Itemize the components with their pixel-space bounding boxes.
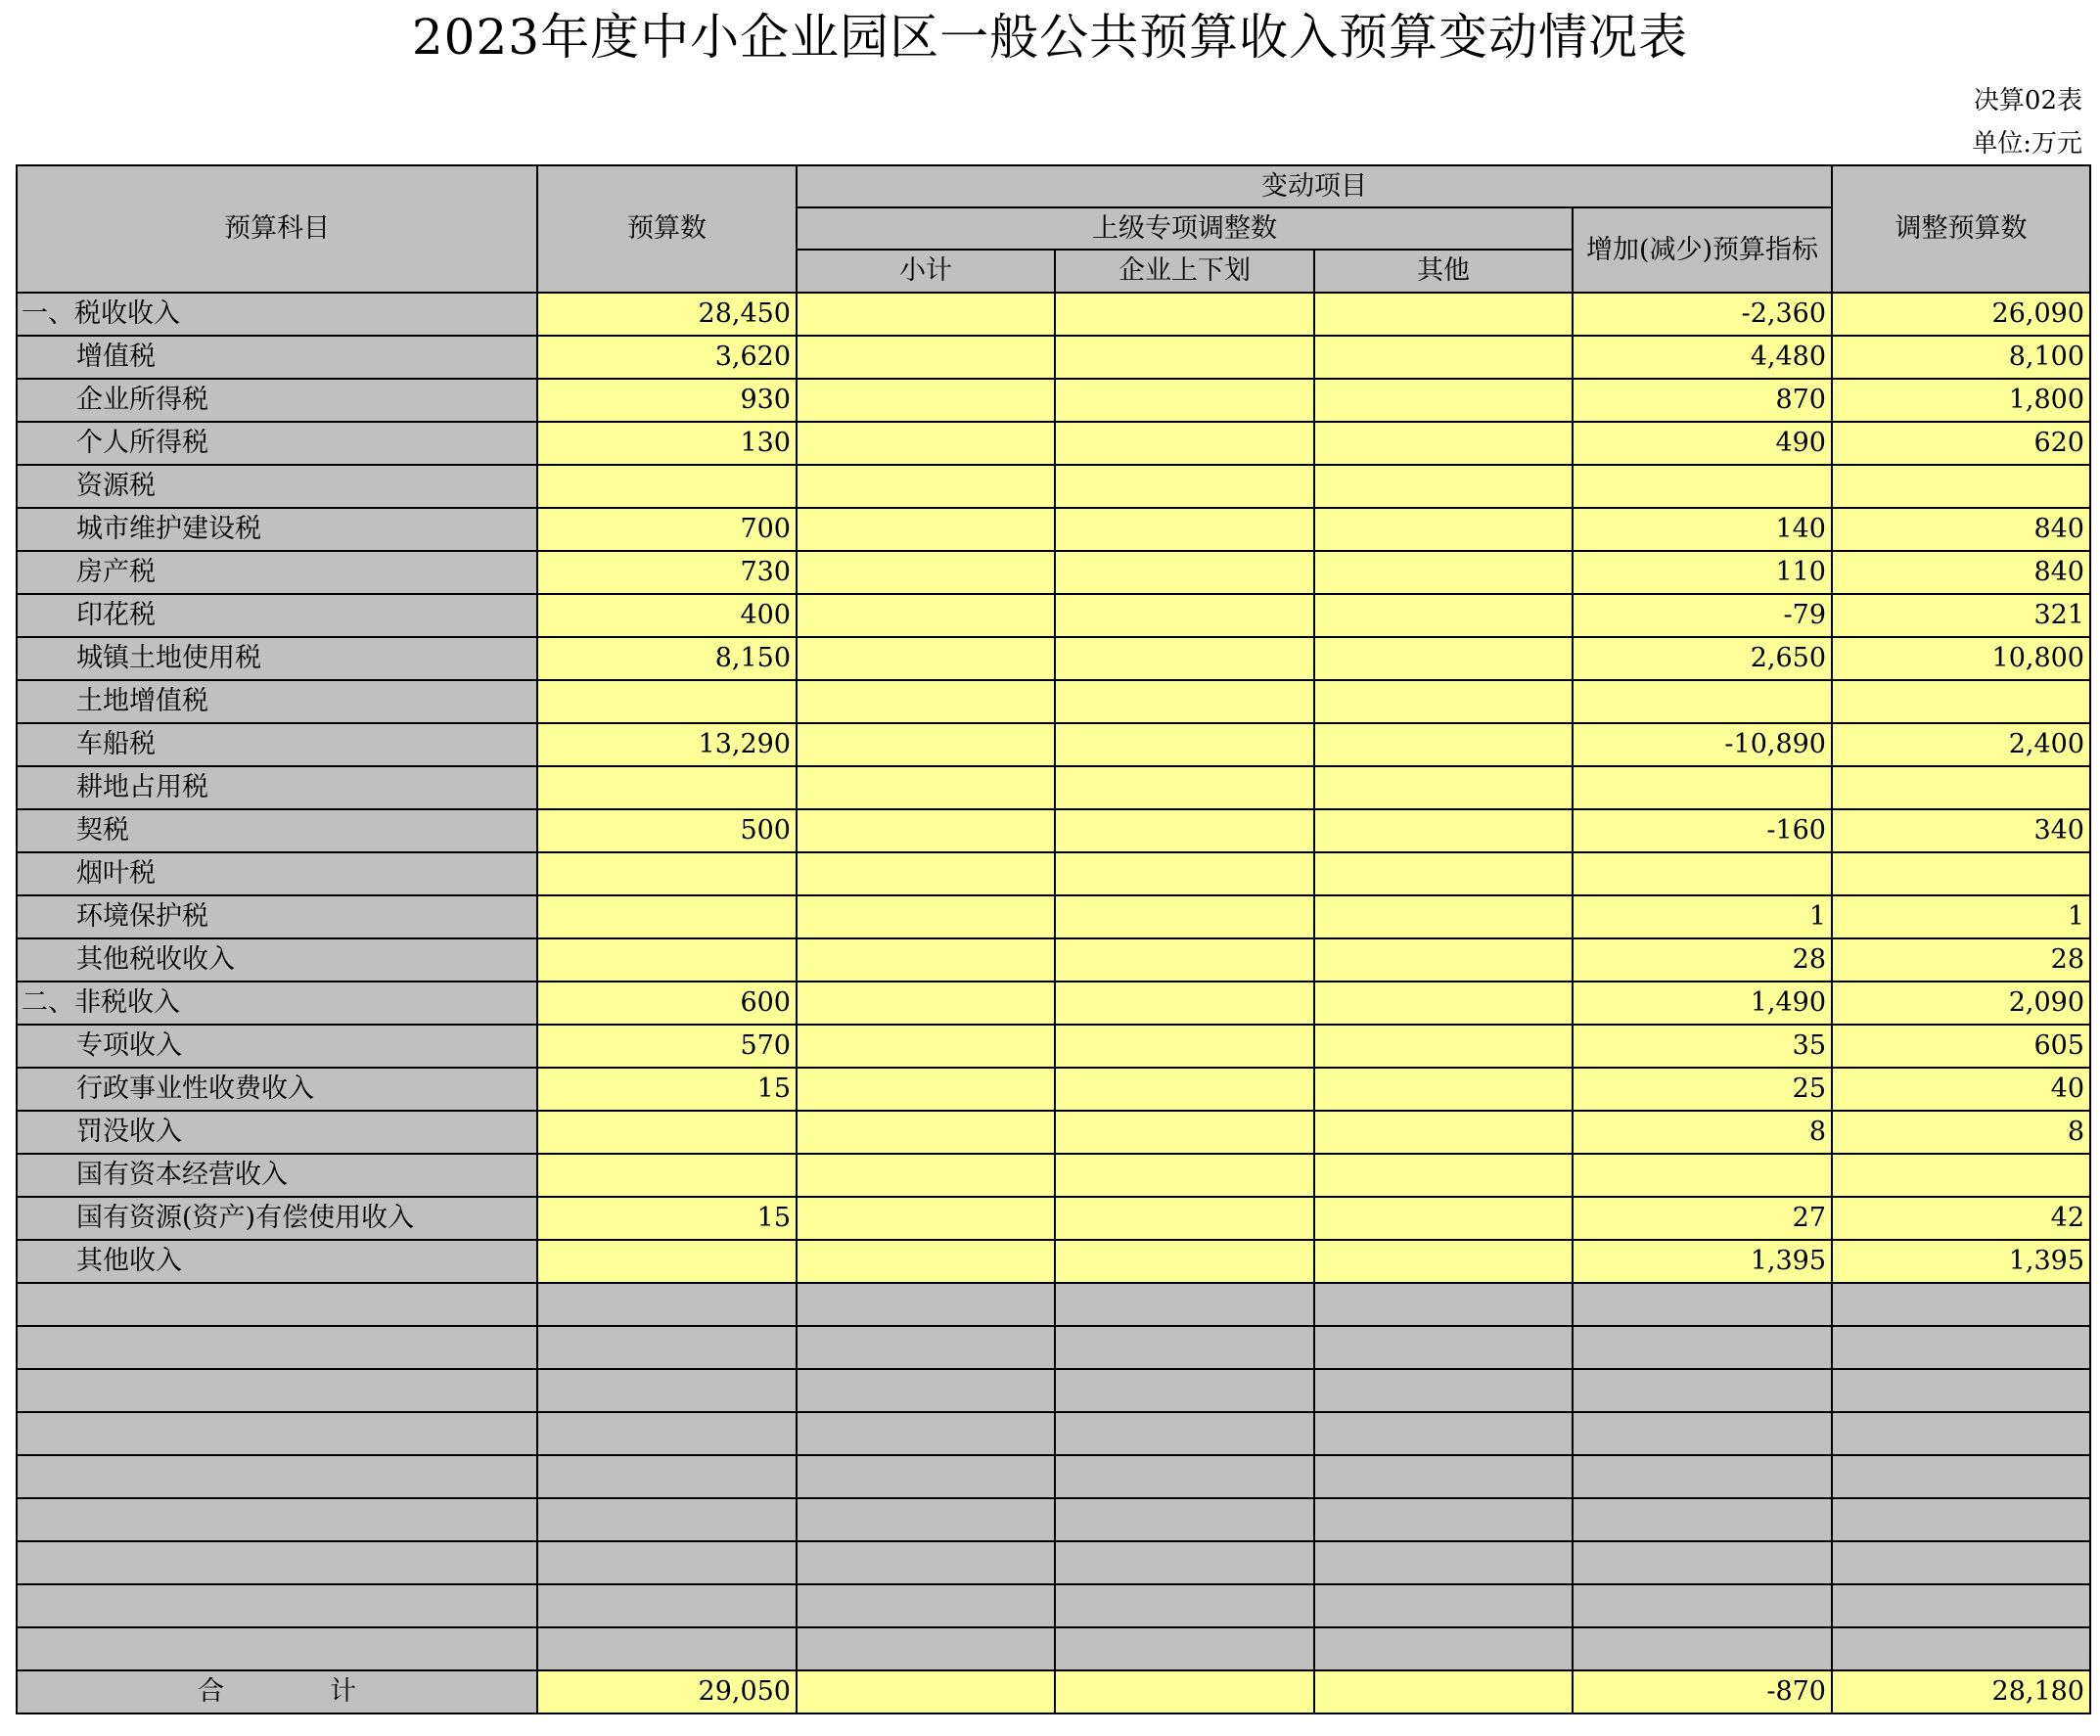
empty-cell [797, 1369, 1055, 1412]
increase-decrease-cell: -10,890 [1573, 723, 1832, 766]
subtotal-cell [797, 1154, 1055, 1197]
subject-cell: 契税 [17, 809, 537, 852]
empty-cell [797, 1584, 1055, 1627]
other-cell [1314, 1025, 1573, 1068]
empty-cell [1573, 1369, 1832, 1412]
subtotal-cell [797, 293, 1055, 336]
other-cell [1314, 895, 1573, 938]
budget-cell: 400 [537, 594, 797, 637]
increase-decrease-cell: 8 [1573, 1111, 1832, 1154]
empty-row [17, 1369, 2090, 1412]
budget-cell [537, 1154, 797, 1197]
subject-cell: 二、非税收入 [17, 982, 537, 1025]
enterprise-transfer-cell [1055, 379, 1314, 422]
empty-row [17, 1326, 2090, 1369]
subject-cell: 一、税收收入 [17, 293, 537, 336]
subject-cell: 城镇土地使用税 [17, 637, 537, 680]
empty-cell [537, 1412, 797, 1455]
subtotal-cell [797, 379, 1055, 422]
other-cell [1314, 293, 1573, 336]
header-subtotal: 小计 [797, 250, 1055, 293]
table-row [17, 465, 2090, 508]
subject-cell: 行政事业性收费收入 [17, 1068, 537, 1111]
empty-cell [797, 1455, 1055, 1498]
empty-cell [1314, 1627, 1573, 1670]
adjusted-budget-cell: 340 [1832, 809, 2090, 852]
budget-cell: 500 [537, 809, 797, 852]
enterprise-transfer-cell [1055, 422, 1314, 465]
subtotal-cell [797, 1111, 1055, 1154]
increase-decrease-cell: 27 [1573, 1197, 1832, 1240]
empty-cell [1832, 1627, 2090, 1670]
other-cell [1314, 508, 1573, 551]
empty-cell [797, 1627, 1055, 1670]
enterprise-transfer-cell [1055, 723, 1314, 766]
budget-cell [537, 1111, 797, 1154]
subtotal-cell [797, 1197, 1055, 1240]
empty-row [17, 1541, 2090, 1584]
empty-cell [1055, 1455, 1314, 1498]
empty-cell [1055, 1627, 1314, 1670]
empty-cell [1832, 1369, 2090, 1412]
enterprise-transfer-cell [1055, 637, 1314, 680]
table-row [17, 1025, 2090, 1068]
empty-cell [537, 1498, 797, 1541]
subtotal-cell [797, 1025, 1055, 1068]
increase-decrease-cell [1573, 1154, 1832, 1197]
increase-decrease-cell: 1,490 [1573, 982, 1832, 1025]
total-row [17, 1670, 2090, 1713]
subject-cell: 企业所得税 [17, 379, 537, 422]
empty-cell [1573, 1541, 1832, 1584]
budget-cell [537, 938, 797, 982]
subject-cell: 城市维护建设税 [17, 508, 537, 551]
header-budget: 预算数 [537, 165, 797, 293]
increase-decrease-cell: 35 [1573, 1025, 1832, 1068]
subject-cell: 房产税 [17, 551, 537, 594]
empty-cell [1055, 1326, 1314, 1369]
empty-cell [797, 1326, 1055, 1369]
adjusted-budget-cell: 40 [1832, 1068, 2090, 1111]
budget-cell [537, 895, 797, 938]
subject-cell: 环境保护税 [17, 895, 537, 938]
table-row [17, 508, 2090, 551]
adjusted-budget-cell: 8 [1832, 1111, 2090, 1154]
increase-decrease-cell [1573, 852, 1832, 895]
table-row [17, 723, 2090, 766]
adjusted-budget-cell: 605 [1832, 1025, 2090, 1068]
empty-cell [1055, 1283, 1314, 1326]
empty-cell [537, 1455, 797, 1498]
total-budget: 29,050 [537, 1670, 797, 1713]
increase-decrease-cell: -79 [1573, 594, 1832, 637]
empty-cell [537, 1283, 797, 1326]
empty-cell [17, 1541, 537, 1584]
increase-decrease-cell [1573, 680, 1832, 723]
subject-cell: 耕地占用税 [17, 766, 537, 809]
table-row [17, 680, 2090, 723]
header-enterprise-transfer: 企业上下划 [1055, 250, 1314, 293]
other-cell [1314, 723, 1573, 766]
empty-cell [1573, 1326, 1832, 1369]
table-row [17, 1240, 2090, 1283]
total-adjusted: 28,180 [1832, 1670, 2090, 1713]
table-row [17, 1197, 2090, 1240]
table-row [17, 895, 2090, 938]
other-cell [1314, 465, 1573, 508]
subject-cell: 专项收入 [17, 1025, 537, 1068]
subtotal-cell [797, 680, 1055, 723]
adjusted-budget-cell: 1 [1832, 895, 2090, 938]
table-row [17, 594, 2090, 637]
table-row [17, 766, 2090, 809]
table-row [17, 852, 2090, 895]
empty-row [17, 1455, 2090, 1498]
enterprise-transfer-cell [1055, 982, 1314, 1025]
budget-cell [537, 1240, 797, 1283]
enterprise-transfer-cell [1055, 465, 1314, 508]
empty-cell [17, 1455, 537, 1498]
enterprise-transfer-cell [1055, 680, 1314, 723]
empty-cell [1314, 1369, 1573, 1412]
other-cell [1314, 1068, 1573, 1111]
empty-row [17, 1412, 2090, 1455]
table-row [17, 982, 2090, 1025]
budget-cell: 600 [537, 982, 797, 1025]
enterprise-transfer-cell [1055, 1068, 1314, 1111]
increase-decrease-cell [1573, 465, 1832, 508]
empty-cell [1832, 1326, 2090, 1369]
empty-cell [17, 1627, 537, 1670]
empty-cell [797, 1283, 1055, 1326]
increase-decrease-cell: 4,480 [1573, 336, 1832, 379]
table-row [17, 1068, 2090, 1111]
empty-cell [1314, 1498, 1573, 1541]
empty-cell [1573, 1627, 1832, 1670]
subtotal-cell [797, 809, 1055, 852]
enterprise-transfer-cell [1055, 809, 1314, 852]
empty-cell [1055, 1369, 1314, 1412]
enterprise-transfer-cell [1055, 852, 1314, 895]
subject-cell: 土地增值税 [17, 680, 537, 723]
empty-cell [17, 1369, 537, 1412]
table-row [17, 422, 2090, 465]
page-title: 2023年度中小企业园区一般公共预算收入预算变动情况表 [411, 9, 1689, 66]
subtotal-cell [797, 594, 1055, 637]
other-cell [1314, 336, 1573, 379]
other-cell [1314, 982, 1573, 1025]
other-cell [1314, 1154, 1573, 1197]
empty-cell [1055, 1584, 1314, 1627]
other-cell [1314, 422, 1573, 465]
table-row [17, 809, 2090, 852]
subject-cell: 增值税 [17, 336, 537, 379]
adjusted-budget-cell [1832, 1154, 2090, 1197]
subtotal-cell [797, 422, 1055, 465]
other-cell [1314, 551, 1573, 594]
header-adjusted-budget: 调整预算数 [1832, 165, 2090, 293]
subtotal-cell [797, 551, 1055, 594]
adjusted-budget-cell: 1,800 [1832, 379, 2090, 422]
budget-cell: 13,290 [537, 723, 797, 766]
increase-decrease-cell: -2,360 [1573, 293, 1832, 336]
total-label: 合 计 [17, 1670, 537, 1713]
subtotal-cell [797, 766, 1055, 809]
subtotal-cell [797, 1068, 1055, 1111]
enterprise-transfer-cell [1055, 1197, 1314, 1240]
header-change-items: 变动项目 [797, 165, 1832, 207]
empty-cell [17, 1584, 537, 1627]
other-cell [1314, 852, 1573, 895]
other-cell [1314, 1240, 1573, 1283]
empty-cell [1314, 1326, 1573, 1369]
empty-cell [1314, 1584, 1573, 1627]
subtotal-cell [797, 465, 1055, 508]
subject-cell: 其他税收收入 [17, 938, 537, 982]
subject-cell: 车船税 [17, 723, 537, 766]
empty-cell [1573, 1283, 1832, 1326]
adjusted-budget-cell: 840 [1832, 508, 2090, 551]
table-row [17, 938, 2090, 982]
table-row [17, 1111, 2090, 1154]
table-row [17, 551, 2090, 594]
adjusted-budget-cell [1832, 680, 2090, 723]
empty-cell [1314, 1412, 1573, 1455]
empty-cell [797, 1412, 1055, 1455]
budget-cell [537, 766, 797, 809]
subject-cell: 国有资本经营收入 [17, 1154, 537, 1197]
enterprise-transfer-cell [1055, 508, 1314, 551]
header-increase-decrease: 增加(减少)预算指标 [1573, 207, 1832, 293]
adjusted-budget-cell: 42 [1832, 1197, 2090, 1240]
enterprise-transfer-cell [1055, 1240, 1314, 1283]
budget-cell: 730 [537, 551, 797, 594]
subtotal-cell [797, 852, 1055, 895]
enterprise-transfer-cell [1055, 766, 1314, 809]
empty-cell [17, 1412, 537, 1455]
empty-cell [1055, 1541, 1314, 1584]
increase-decrease-cell: 2,650 [1573, 637, 1832, 680]
empty-cell [1832, 1455, 2090, 1498]
adjusted-budget-cell: 28 [1832, 938, 2090, 982]
total-enterprise [1055, 1670, 1314, 1713]
increase-decrease-cell: 490 [1573, 422, 1832, 465]
adjusted-budget-cell: 2,090 [1832, 982, 2090, 1025]
enterprise-transfer-cell [1055, 938, 1314, 982]
empty-row [17, 1498, 2090, 1541]
increase-decrease-cell: -160 [1573, 809, 1832, 852]
budget-cell: 930 [537, 379, 797, 422]
empty-cell [1055, 1498, 1314, 1541]
empty-cell [797, 1498, 1055, 1541]
header-subject: 预算科目 [17, 165, 537, 293]
empty-cell [1832, 1498, 2090, 1541]
unit-label: 单位:万元 [1972, 129, 2082, 159]
table-row [17, 336, 2090, 379]
budget-cell: 700 [537, 508, 797, 551]
table-row [17, 293, 2090, 336]
increase-decrease-cell: 1,395 [1573, 1240, 1832, 1283]
total-subtotal [797, 1670, 1055, 1713]
total-other [1314, 1670, 1573, 1713]
empty-cell [17, 1326, 537, 1369]
increase-decrease-cell: 110 [1573, 551, 1832, 594]
subtotal-cell [797, 723, 1055, 766]
empty-cell [1832, 1584, 2090, 1627]
empty-cell [1832, 1541, 2090, 1584]
subject-cell: 其他收入 [17, 1240, 537, 1283]
subtotal-cell [797, 637, 1055, 680]
empty-row [17, 1627, 2090, 1670]
subject-cell: 印花税 [17, 594, 537, 637]
budget-cell: 3,620 [537, 336, 797, 379]
table-code: 决算02表 [1973, 86, 2082, 115]
table-body [17, 293, 2090, 1670]
enterprise-transfer-cell [1055, 594, 1314, 637]
adjusted-budget-cell: 321 [1832, 594, 2090, 637]
budget-cell: 28,450 [537, 293, 797, 336]
other-cell [1314, 379, 1573, 422]
adjusted-budget-cell [1832, 852, 2090, 895]
subtotal-cell [797, 982, 1055, 1025]
enterprise-transfer-cell [1055, 336, 1314, 379]
adjusted-budget-cell: 840 [1832, 551, 2090, 594]
increase-decrease-cell: 870 [1573, 379, 1832, 422]
adjusted-budget-cell: 26,090 [1832, 293, 2090, 336]
table-footer [17, 1670, 2090, 1713]
empty-cell [1832, 1283, 2090, 1326]
budget-table [16, 164, 2091, 1714]
budget-cell [537, 465, 797, 508]
enterprise-transfer-cell [1055, 1025, 1314, 1068]
subject-cell: 烟叶税 [17, 852, 537, 895]
subtotal-cell [797, 508, 1055, 551]
subject-cell: 资源税 [17, 465, 537, 508]
budget-cell: 130 [537, 422, 797, 465]
other-cell [1314, 938, 1573, 982]
enterprise-transfer-cell [1055, 293, 1314, 336]
subtotal-cell [797, 938, 1055, 982]
total-change: -870 [1573, 1670, 1832, 1713]
subject-cell: 国有资源(资产)有偿使用收入 [17, 1197, 537, 1240]
adjusted-budget-cell: 620 [1832, 422, 2090, 465]
adjusted-budget-cell: 10,800 [1832, 637, 2090, 680]
header-other: 其他 [1314, 250, 1573, 293]
increase-decrease-cell: 140 [1573, 508, 1832, 551]
increase-decrease-cell: 1 [1573, 895, 1832, 938]
empty-cell [1832, 1412, 2090, 1455]
other-cell [1314, 1111, 1573, 1154]
empty-row [17, 1283, 2090, 1326]
empty-cell [1573, 1455, 1832, 1498]
adjusted-budget-cell: 1,395 [1832, 1240, 2090, 1283]
subtotal-cell [797, 336, 1055, 379]
other-cell [1314, 1197, 1573, 1240]
enterprise-transfer-cell [1055, 1111, 1314, 1154]
other-cell [1314, 680, 1573, 723]
table-row [17, 379, 2090, 422]
empty-cell [537, 1326, 797, 1369]
enterprise-transfer-cell [1055, 1154, 1314, 1197]
other-cell [1314, 766, 1573, 809]
adjusted-budget-cell [1832, 465, 2090, 508]
budget-cell: 570 [537, 1025, 797, 1068]
empty-cell [1055, 1412, 1314, 1455]
empty-cell [1314, 1541, 1573, 1584]
other-cell [1314, 809, 1573, 852]
header-superior-adjust: 上级专项调整数 [797, 207, 1573, 250]
empty-cell [537, 1541, 797, 1584]
enterprise-transfer-cell [1055, 551, 1314, 594]
empty-cell [1314, 1283, 1573, 1326]
empty-cell [1573, 1412, 1832, 1455]
other-cell [1314, 594, 1573, 637]
subject-cell: 个人所得税 [17, 422, 537, 465]
increase-decrease-cell [1573, 766, 1832, 809]
other-cell [1314, 637, 1573, 680]
table-row [17, 1154, 2090, 1197]
budget-cell: 15 [537, 1197, 797, 1240]
empty-cell [17, 1498, 537, 1541]
budget-cell: 15 [537, 1068, 797, 1111]
budget-cell [537, 852, 797, 895]
increase-decrease-cell: 28 [1573, 938, 1832, 982]
empty-cell [1314, 1455, 1573, 1498]
adjusted-budget-cell: 8,100 [1832, 336, 2090, 379]
empty-cell [797, 1541, 1055, 1584]
adjusted-budget-cell [1832, 766, 2090, 809]
budget-cell [537, 680, 797, 723]
subject-cell: 罚没收入 [17, 1111, 537, 1154]
empty-cell [1573, 1584, 1832, 1627]
empty-cell [17, 1283, 537, 1326]
empty-row [17, 1584, 2090, 1627]
empty-cell [537, 1584, 797, 1627]
empty-cell [1573, 1498, 1832, 1541]
enterprise-transfer-cell [1055, 895, 1314, 938]
adjusted-budget-cell: 2,400 [1832, 723, 2090, 766]
budget-cell: 8,150 [537, 637, 797, 680]
empty-cell [537, 1369, 797, 1412]
table-row [17, 637, 2090, 680]
increase-decrease-cell: 25 [1573, 1068, 1832, 1111]
table-header [17, 165, 2090, 293]
subtotal-cell [797, 1240, 1055, 1283]
empty-cell [537, 1627, 797, 1670]
subtotal-cell [797, 895, 1055, 938]
